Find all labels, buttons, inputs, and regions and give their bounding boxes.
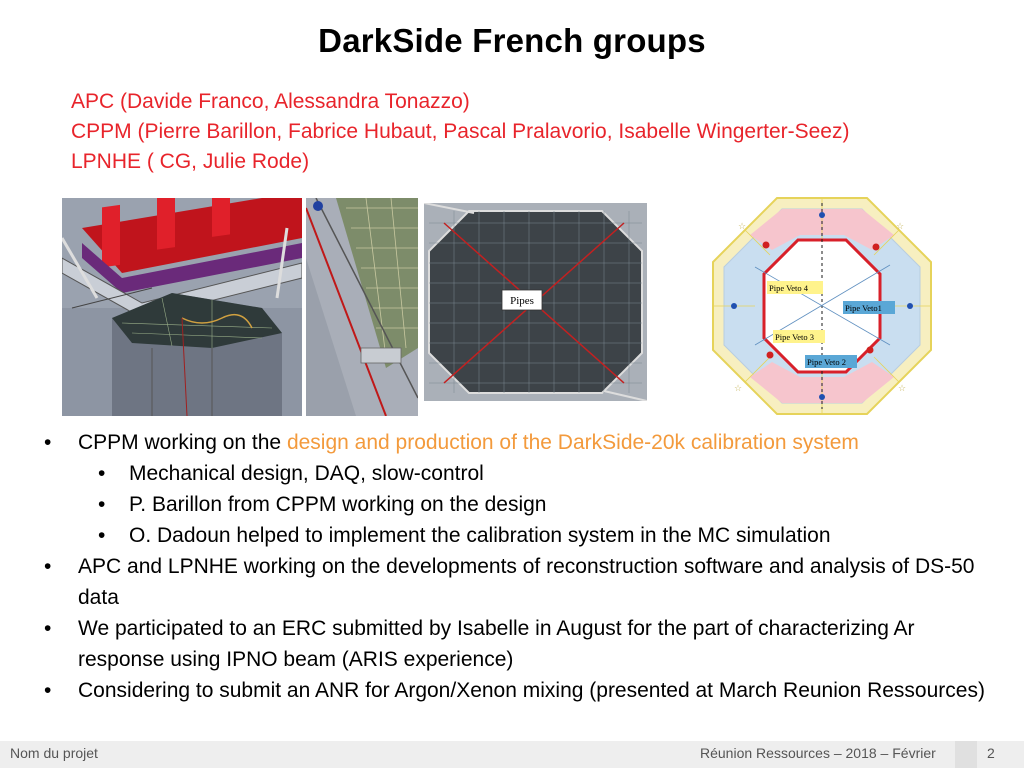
group-cppm: CPPM (Pierre Barillon, Fabrice Hubaut, Pascal Pralavorio, Isabelle Wingerter-Seez) [71,120,850,143]
pipe-closeup-image [306,198,418,416]
top-view-pipes-image [424,203,647,401]
bullet-dot: • [44,679,52,702]
veto-label-3: Pipe Veto 3 [775,332,815,342]
bullet-apc-lpnhe: • APC and LPNHE working on the developments of reconstruction software and analysis of DS-50 data [40,551,1000,613]
pipes-label: Pipes [510,295,534,307]
bullet-dot: • [44,617,52,640]
svg-text:☆: ☆ [898,383,907,393]
footer-page-box [955,741,977,768]
svg-text:☆: ☆ [896,221,905,231]
bullet-dot: • [98,493,106,516]
bullet-anr: • Considering to submit an ANR for Argon/Xenon mixing (presented at March Reunion Ressources) [40,675,1000,706]
svg-text:☆: ☆ [738,221,747,231]
sub-bullet: • P. Barillon from CPPM working on the design [40,489,1000,520]
group-apc: APC (Davide Franco, Alessandra Tonazzo) [71,90,470,113]
groups-list [71,87,849,177]
bullet-cppm: • CPPM working on the design and production of the DarkSide-20k calibration system [40,427,1000,458]
bullet-dot: • [44,431,52,454]
sub-bullet: • O. Dadoun helped to implement the calibration system in the MC simulation [40,520,1000,551]
footer-meeting: Réunion Ressources – 2018 – Février [700,745,936,761]
page-number: 2 [987,745,995,761]
veto-label-1: Pipe Veto1 [845,303,882,313]
veto-octagon-diagram [710,195,934,417]
bullet-dot: • [98,462,106,485]
bullet-dot: • [44,555,52,578]
sub-bullet: • Mechanical design, DAQ, slow-control [40,458,1000,489]
bullet-list [40,427,1000,706]
bullet-dot: • [98,524,106,547]
slide-title: DarkSide French groups [318,22,706,59]
veto-label-4: Pipe Veto 4 [769,283,809,293]
detector-frame-image [62,198,302,416]
footer-project: Nom du projet [10,745,98,761]
bullet-erc: • We participated to an ERC submitted by Isabelle in August for the part of characterizing Ar response using IPNO beam (ARIS experience) [40,613,1000,675]
group-lpnhe: LPNHE ( CG, Julie Rode) [71,150,310,173]
slide-footer [0,741,1024,768]
veto-label-2: Pipe Veto 2 [807,357,847,367]
highlight-text: design and production of the DarkSide-20k calibration system [286,431,859,454]
svg-text:☆: ☆ [734,383,743,393]
